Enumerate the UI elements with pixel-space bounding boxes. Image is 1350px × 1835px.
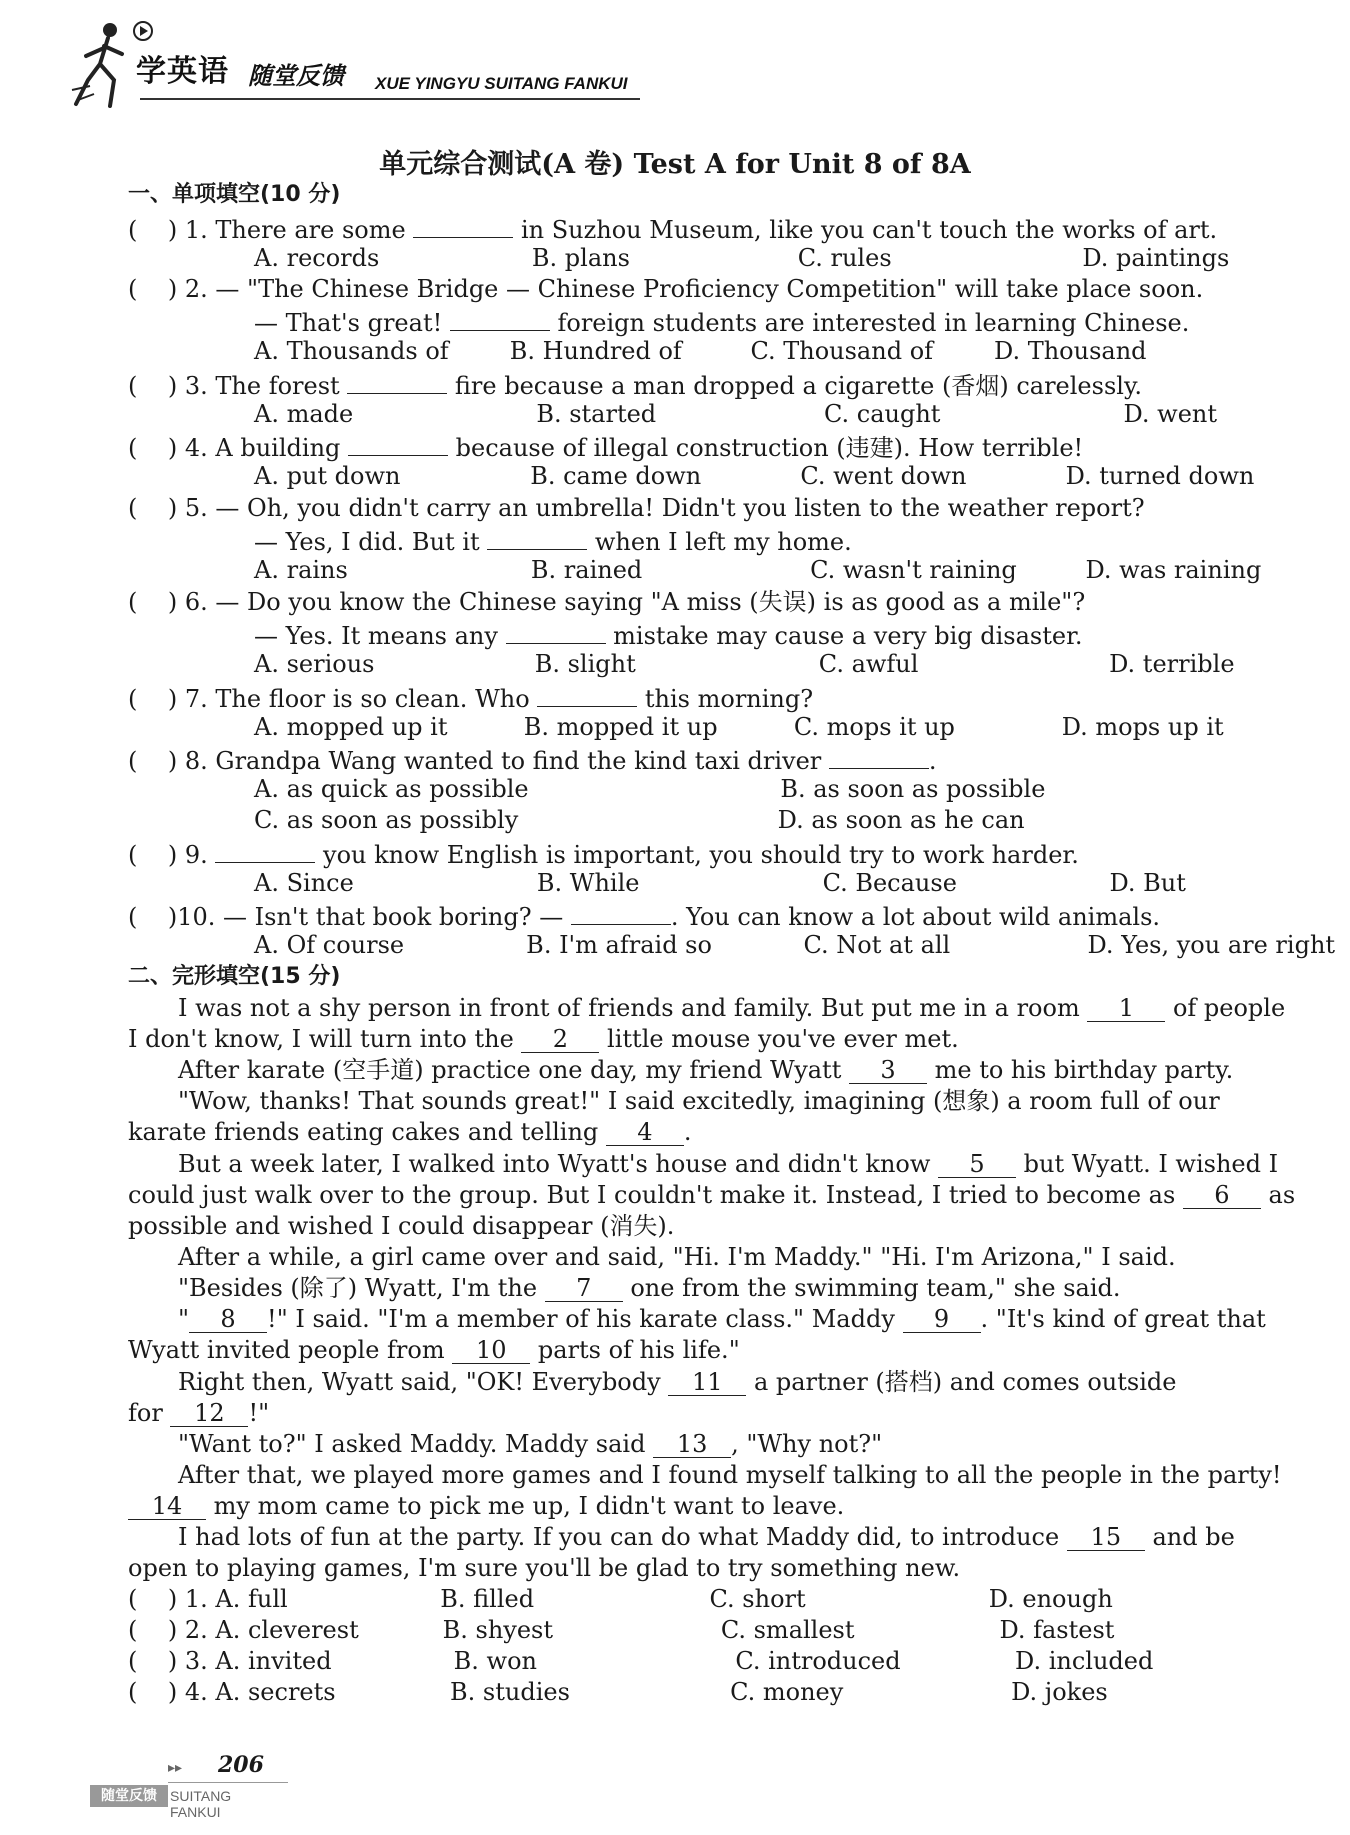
text-line: "Want to?" I asked Maddy. Maddy said 13 , "Why not?" xyxy=(178,1430,883,1458)
text-line: I was not a shy person in front of friends and family. But put me in a room 1 of people xyxy=(178,994,1286,1022)
text-line: possible and wished I could disappear (消失). xyxy=(128,1212,675,1240)
answer-blank[interactable] xyxy=(348,430,448,456)
text-line: I don't know, I will turn into the 2 little mouse you've ever met. xyxy=(128,1025,959,1053)
text-line: "Wow, thanks! That sounds great!" I said excitedly, imagining (想象) a room full of our xyxy=(178,1087,1220,1115)
numbered-blank[interactable]: 13 xyxy=(653,1431,731,1458)
answer-blank[interactable] xyxy=(571,899,671,925)
text-line: for 12 !" xyxy=(128,1399,270,1427)
logo-title: 学英语 xyxy=(136,54,229,89)
numbered-blank[interactable]: 12 xyxy=(170,1400,248,1427)
numbered-blank[interactable]: 14 xyxy=(128,1493,206,1520)
text-line: A. Since B. While C. Because D. But xyxy=(254,869,1186,897)
numbered-blank[interactable]: 7 xyxy=(545,1275,623,1302)
text-line: karate friends eating cakes and telling 4 . xyxy=(128,1118,692,1146)
text-line: A. Of course B. I'm afraid so C. Not at all D. Yes, you are right xyxy=(254,931,1336,959)
text-line: A. records B. plans C. rules D. paintings xyxy=(254,244,1230,272)
footer-tag-cn: 随堂反馈 xyxy=(90,1785,168,1807)
text-line: could just walk over to the group. But I couldn't make it. Instead, I tried to become as 6 as xyxy=(128,1181,1296,1209)
logo-pinyin: XUE YINGYU SUITANG FANKUI xyxy=(375,74,628,93)
text-line: "Besides (除了) Wyatt, I'm the 7 one from the swimming team," she said. xyxy=(178,1274,1121,1302)
numbered-blank[interactable]: 8 xyxy=(189,1306,267,1333)
text-line: — Yes. It means any mistake may cause a very big disaster. xyxy=(254,618,1083,651)
text-line: After that, we played more games and I found myself talking to all the people in the party! xyxy=(178,1461,1282,1489)
text-line: 14 my mom came to pick me up, I didn't want to leave. xyxy=(128,1491,844,1521)
play-icon xyxy=(132,20,154,42)
text-line: A. put down B. came down C. went down D. turned down xyxy=(254,462,1255,490)
text-line: ( ) 3. A. invited B. won C. introduced D. included xyxy=(128,1647,1154,1675)
section-heading: 二、完形填空(15 分) xyxy=(128,964,341,989)
text-line: A. serious B. slight C. awful D. terrible xyxy=(254,650,1235,678)
text-line: ( ) 1. There are some in Suzhou Museum, like you can't touch the works of art. xyxy=(128,212,1217,245)
text-line: ( ) 4. A building because of illegal construction (违建). How terrible! xyxy=(128,430,1083,463)
answer-blank[interactable] xyxy=(450,305,550,331)
text-line: ( ) 2. A. cleverest B. shyest C. smallest D. fastest xyxy=(128,1616,1115,1644)
footer-divider xyxy=(168,1782,288,1783)
text-line: ( ) 4. A. secrets B. studies C. money D. jokes xyxy=(128,1678,1108,1706)
page-title: 单元综合测试(A 卷) Test A for Unit 8 of 8A xyxy=(379,149,971,180)
text-line: ( ) 6. — Do you know the Chinese saying "A miss (失误) is as good as a mile"? xyxy=(128,588,1086,616)
text-line: ( ) 9. you know English is important, you should try to work harder. xyxy=(128,837,1079,870)
section-heading: 一、单项填空(10 分) xyxy=(128,182,341,207)
answer-blank[interactable] xyxy=(829,743,929,769)
text-line: ( ) 7. The floor is so clean. Who this morning? xyxy=(128,681,813,714)
footer-tag-en: SUITANG FANKUI xyxy=(170,1788,232,1820)
text-line: ( ) 1. A. full B. filled C. short D. enough xyxy=(128,1585,1113,1613)
page-header xyxy=(70,16,670,116)
answer-blank[interactable] xyxy=(506,618,606,644)
answer-blank[interactable] xyxy=(347,368,447,394)
text-line: Wyatt invited people from 10 parts of his life." xyxy=(128,1336,740,1364)
text-line: A. rains B. rained C. wasn't raining D. was raining xyxy=(254,556,1262,584)
logo-subtitle: 随堂反馈 xyxy=(248,62,344,90)
numbered-blank[interactable]: 2 xyxy=(521,1026,599,1053)
text-line: A. mopped up it B. mopped it up C. mops it up D. mops up it xyxy=(254,713,1224,741)
text-line: C. as soon as possibly D. as soon as he can xyxy=(254,806,1025,834)
answer-blank[interactable] xyxy=(215,837,315,863)
header-divider xyxy=(140,98,640,100)
numbered-blank[interactable]: 11 xyxy=(668,1369,746,1396)
text-line: I had lots of fun at the party. If you can do what Maddy did, to introduce 15 and be xyxy=(178,1523,1235,1551)
text-line: — That's great! foreign students are interested in learning Chinese. xyxy=(254,305,1189,338)
numbered-blank[interactable]: 15 xyxy=(1067,1524,1145,1551)
text-line: A. Thousands of B. Hundred of C. Thousand of D. Thousand xyxy=(254,337,1147,365)
footer-tag xyxy=(90,1785,280,1820)
numbered-blank[interactable]: 6 xyxy=(1183,1182,1261,1209)
numbered-blank[interactable]: 9 xyxy=(903,1306,981,1333)
text-line: ( ) 8. Grandpa Wang wanted to find the kind taxi driver . xyxy=(128,743,937,776)
numbered-blank[interactable]: 3 xyxy=(849,1057,927,1084)
page-number: 206 xyxy=(218,1752,264,1778)
text-line: A. made B. started C. caught D. went xyxy=(254,400,1218,428)
text-line: Right then, Wyatt said, "OK! Everybody 11 a partner (搭档) and comes outside xyxy=(178,1368,1177,1396)
text-line: ( ) 5. — Oh, you didn't carry an umbrella! Didn't you listen to the weather report? xyxy=(128,494,1145,522)
text-line: After a while, a girl came over and said, "Hi. I'm Maddy." "Hi. I'm Arizona," I said. xyxy=(178,1243,1176,1271)
text-line: After karate (空手道) practice one day, my friend Wyatt 3 me to his birthday party. xyxy=(178,1056,1234,1084)
numbered-blank[interactable]: 4 xyxy=(606,1119,684,1146)
numbered-blank[interactable]: 1 xyxy=(1087,995,1165,1022)
text-line: But a week later, I walked into Wyatt's house and didn't know 5 but Wyatt. I wished I xyxy=(178,1150,1279,1178)
text-line: open to playing games, I'm sure you'll be glad to try something new. xyxy=(128,1554,961,1582)
numbered-blank[interactable]: 5 xyxy=(938,1151,1016,1178)
text-line: ( ) 2. — "The Chinese Bridge — Chinese Proficiency Competition" will take place soon. xyxy=(128,275,1204,303)
text-line: ( )10. — Isn't that book boring? — . You can know a lot about wild animals. xyxy=(128,899,1160,932)
numbered-blank[interactable]: 10 xyxy=(452,1337,530,1364)
text-line: " 8 !" I said. "I'm a member of his karate class." Maddy 9 . "It's kind of great that xyxy=(178,1305,1266,1333)
text-line: A. as quick as possible B. as soon as possible xyxy=(254,775,1046,803)
double-arrow-icon: ▸▸ xyxy=(168,1760,183,1776)
text-line: — Yes, I did. But it when I left my home. xyxy=(254,524,852,557)
runner-logo-icon xyxy=(70,20,130,110)
answer-blank[interactable] xyxy=(487,524,587,550)
answer-blank[interactable] xyxy=(537,681,637,707)
text-line: ( ) 3. The forest fire because a man dropped a cigarette (香烟) carelessly. xyxy=(128,368,1142,401)
answer-blank[interactable] xyxy=(413,212,513,238)
